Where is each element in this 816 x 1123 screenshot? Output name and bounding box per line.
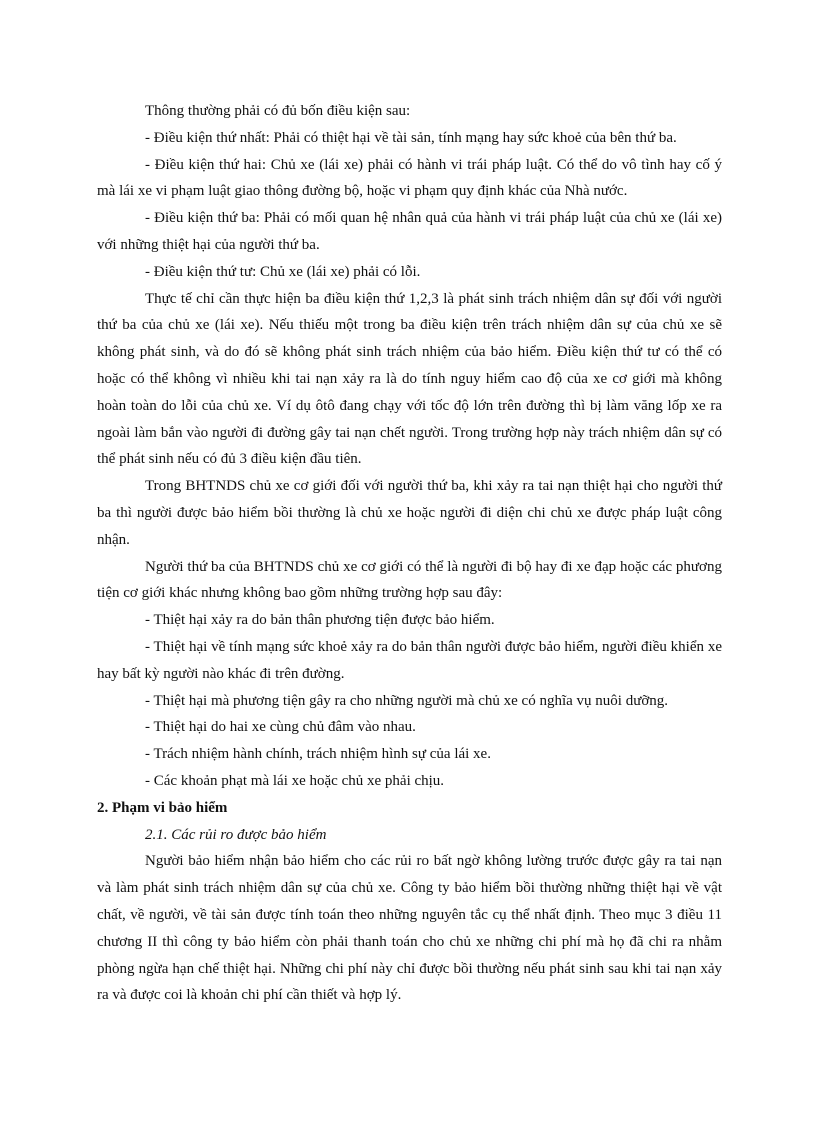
paragraph: Trong BHTNDS chủ xe cơ giới đối với người thứ ba, khi xảy ra tai nạn thiệt hại cho người thứ ba thì người được bảo hiểm bồi thường là chủ xe hoặc người đi diện chi chủ xe được pháp luật công nhận. <box>97 478 722 548</box>
paragraph: - Các khoản phạt mà lái xe hoặc chủ xe phải chịu. <box>145 772 445 789</box>
paragraph: - Thiệt hại về tính mạng sức khoẻ xảy ra do bản thân người được bảo hiểm, người điều khiển xe hay bất kỳ người nào khác đi trên đường. <box>97 638 722 682</box>
paragraph: - Điều kiện thứ hai: Chủ xe (lái xe) phải có hành vi trái pháp luật. Có thể do vô tình hay cố ý mà lái xe vi phạm luật giao thông đường bộ, hoặc vi phạm quy định khác của Nhà nước. <box>97 156 722 200</box>
paragraph: - Điều kiện thứ tư: Chủ xe (lái xe) phải có lỗi. <box>145 263 421 280</box>
section-heading: 2. Phạm vi bảo hiểm <box>97 799 228 816</box>
paragraph: - Thiệt hại mà phương tiện gây ra cho những người mà chủ xe có nghĩa vụ nuôi dưỡng. <box>145 692 669 709</box>
paragraph: Thông thường phải có đủ bốn điều kiện sau: <box>145 103 411 119</box>
paragraph: - Thiệt hại xảy ra do bản thân phương tiện được bảo hiểm. <box>145 612 495 629</box>
paragraph: Thực tế chỉ cần thực hiện ba điều kiện thứ 1,2,3 là phát sinh trách nhiệm dân sự đối với người thứ ba của chủ xe (lái xe). Nếu thiếu một trong ba điều kiện trên trách nhiệm dân sự của chủ xe sẽ không phát sinh, và do đó sẽ không phát sinh trách nhiệm của bảo hiểm. Điều kiện thứ tư có thể có hoặc có thể không vì nhiều khi tai nạn xảy ra là do tính nguy hiểm cao độ của xe cơ giới mà không hoàn toàn do lỗi của chủ xe. Ví dụ ôtô đang chạy với tốc độ lớn trên đường thì bị làm văng lốp xe ra ngoài làm bắn vào người đi đường gây tai nạn chết người. Trong trường hợp này trách nhiệm dân sự có thể phát sinh nếu có đủ 3 điều kiện đầu tiên. <box>97 290 722 468</box>
paragraph: Người bảo hiểm nhận bảo hiểm cho các rủi ro bất ngờ không lường trước được gây ra tai nạn và làm phát sinh trách nhiệm dân sự của chủ xe. Công ty bảo hiểm bồi thường những thiệt hại về vật chất, về người, về tài sản được tính toán theo những nguyên tắc cụ thể nhất định. Theo mục 3 điều 11 chương II thì công ty bảo hiểm còn phải thanh toán cho chủ xe những chi phí mà họ đã chi ra nhằm phòng ngừa hạn chế thiệt hại. Những chi phí này chỉ được bồi thường nếu phát sinh sau khi tai nạn xảy ra và được coi là khoản chi phí cần thiết và hợp lý. <box>97 853 722 1004</box>
paragraph: - Điều kiện thứ ba: Phải có mối quan hệ nhân quả của hành vi trái pháp luật của chủ xe (lái xe) với những thiệt hại của người thứ ba. <box>97 210 722 253</box>
paragraph: - Điều kiện thứ nhất: Phải có thiệt hại về tài sản, tính mạng hay sức khoẻ của bên thứ ba. <box>145 129 677 146</box>
paragraph: - Thiệt hại do hai xe cùng chủ đâm vào nhau. <box>145 719 416 736</box>
paragraph: Người thứ ba của BHTNDS chủ xe cơ giới có thể là người đi bộ hay đi xe đạp hoặc các phương tiện cơ giới khác nhưng không bao gồm những trường hợp sau đây: <box>97 558 722 602</box>
subsection-heading: 2.1. Các rủi ro được bảo hiểm <box>145 826 327 843</box>
paragraph: - Trách nhiệm hành chính, trách nhiệm hình sự của lái xe. <box>145 746 491 763</box>
document-body <box>97 98 722 1009</box>
